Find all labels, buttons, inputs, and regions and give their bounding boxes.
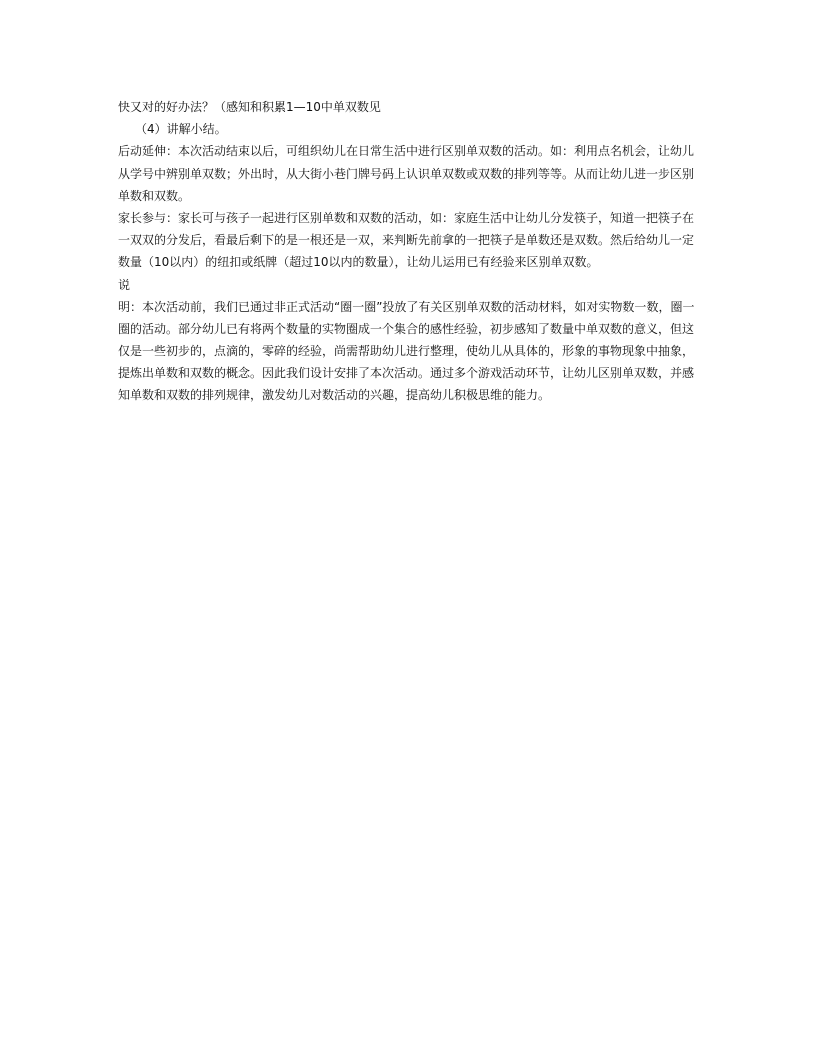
text-line: 仅是一些初步的，点滴的，零碎的经验，尚需帮助幼儿进行整理，使幼儿从具体的，形象的事物现象中抽象， bbox=[118, 344, 695, 359]
text-line: 后动延伸：本次活动结束以后，可组织幼儿在日常生活中进行区别单双数的活动。如：利用点名机会，让幼儿 bbox=[118, 144, 695, 159]
text-line: 快又对的好办法？（感知和积累1—10中单双数见 bbox=[118, 100, 381, 114]
text-line: 说 bbox=[118, 277, 131, 292]
text-line: （4）讲解小结。 bbox=[135, 122, 227, 137]
text-line: 知单数和双数的排列规律，激发幼儿对数活动的兴趣，提高幼儿积极思维的能力。 bbox=[118, 388, 551, 403]
text-line: 从学号中辨别单双数；外出时，从大街小巷门牌号码上认识单双数或双数的排列等等。从而让幼儿进一步区别 bbox=[118, 166, 695, 181]
text-line: 提炼出单数和双数的概念。因此我们设计安排了本次活动。通过多个游戏活动环节，让幼儿区别单双数，并感 bbox=[118, 366, 695, 381]
text-line: 明：本次活动前，我们已通过非正式活动“圈一圈”投放了有关区别单双数的活动材料，如对实物数一数，圈一 bbox=[118, 299, 695, 314]
text-line: 数量（10以内）的纽扣或纸牌（超过10以内的数量），让幼儿运用已有经验来区别单双数。 bbox=[118, 255, 599, 270]
document-body bbox=[118, 96, 703, 407]
text-line: 圈的活动。部分幼儿已有将两个数量的实物圈成一个集合的感性经验，初步感知了数量中单双数的意义，但这 bbox=[118, 321, 695, 336]
text-line: 家长参与：家长可与孩子一起进行区别单数和双数的活动，如：家庭生活中让幼儿分发筷子，知道一把筷子在 bbox=[118, 210, 695, 225]
text-line: 单数和双数。 bbox=[118, 188, 191, 203]
text-line: 一双双的分发后，看最后剩下的是一根还是一双，来判断先前拿的一把筷子是单数还是双数。然后给幼儿一定 bbox=[118, 233, 695, 248]
